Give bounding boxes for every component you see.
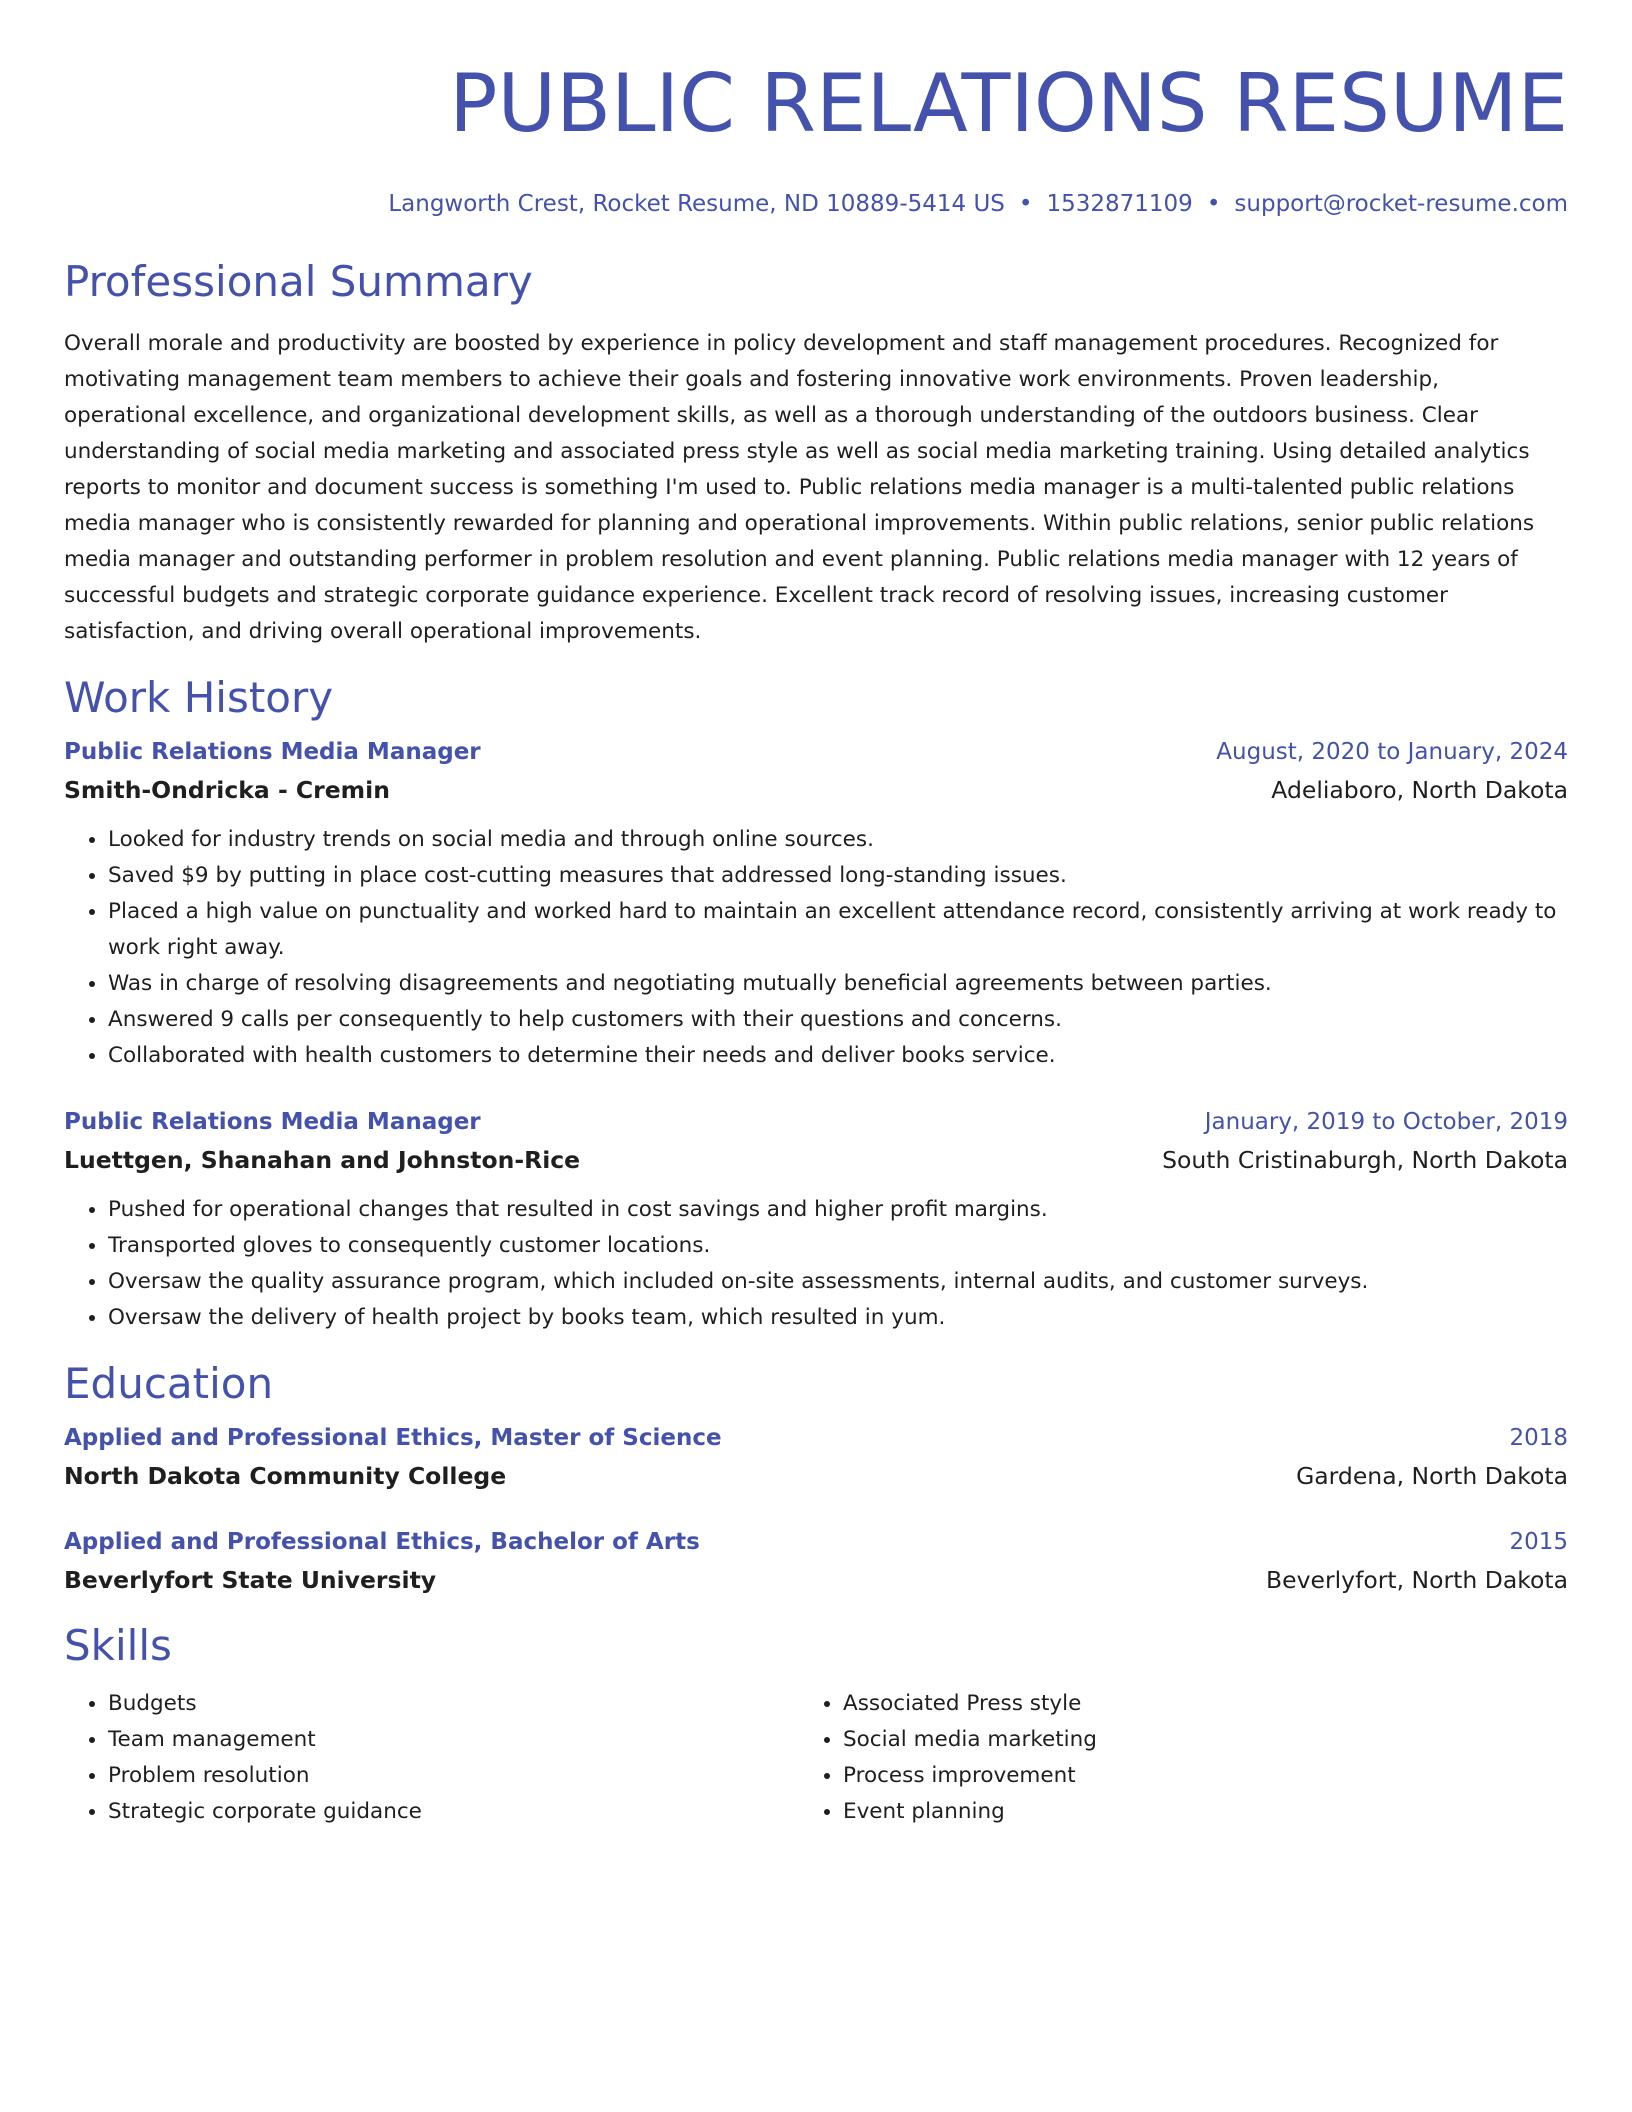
contact-email: support@rocket-resume.com — [1234, 191, 1568, 217]
skill-item: • Social media marketing — [843, 1722, 1534, 1758]
education-entry — [64, 1422, 1568, 1494]
job-header-row — [64, 736, 1568, 768]
job-title: Public Relations Media Manager — [64, 1109, 481, 1135]
job-header-row — [64, 1106, 1568, 1138]
job-company: Smith-Ondricka - Cremin — [64, 776, 390, 804]
work-history-section — [64, 672, 1568, 1336]
job-bullet: • Pushed for operational changes that resulted in cost savings and higher profit margins. — [108, 1192, 1568, 1228]
education-school-row — [64, 1458, 1568, 1494]
job-bullet: • Saved $9 by putting in place cost-cutting measures that addressed long-standing issues. — [108, 858, 1568, 894]
education-year: 2015 — [1509, 1529, 1568, 1555]
skills-list-left — [64, 1686, 799, 1830]
skill-item: • Strategic corporate guidance — [108, 1794, 799, 1830]
job-dates: January, 2019 to October, 2019 — [1204, 1109, 1568, 1135]
job-title: Public Relations Media Manager — [64, 739, 481, 765]
job-entry — [64, 736, 1568, 1074]
contact-address: Langworth Crest, Rocket Resume, ND 10889-5414 US — [388, 191, 1005, 217]
job-location: South Cristinaburgh, North Dakota — [1162, 1146, 1568, 1174]
job-bullets — [64, 1192, 1568, 1336]
education-header-row — [64, 1526, 1568, 1558]
job-bullet: • Collaborated with health customers to determine their needs and deliver books service. — [108, 1038, 1568, 1074]
contact-line — [64, 188, 1568, 220]
job-entry — [64, 1106, 1568, 1336]
skills-list-right — [799, 1686, 1534, 1830]
section-title-work-history: Work History — [64, 673, 334, 722]
summary-text: Overall morale and productivity are boosted by experience in policy development and staff management procedures. Recognized for motivating management team members to achieve their goals and fostering innovative work environments. Proven leadership, operational excellence, and organizational development skills, as well as a thorough understanding of the outdoors business. Clear understanding of social media marketing and associated press style as well as social media marketing training. Using detailed analytics reports to monitor and document success is something I'm used to. Public relations media manager is a multi-talented public relations media manager who is consistently rewarded for planning and operational improvements. Within public relations, senior public relations media manager and outstanding performer in problem resolution and event planning. Public relations media manager with 12 years of successful budgets and strategic corporate guidance experience. Excellent track record of resolving issues, increasing customer satisfaction, and driving overall operational improvements. — [64, 331, 1535, 644]
resume-title: PUBLIC RELATIONS RESUME — [449, 57, 1568, 150]
education-year: 2018 — [1509, 1425, 1568, 1451]
skill-item: • Process improvement — [843, 1758, 1534, 1794]
resume-header — [64, 56, 1568, 220]
education-location: Beverlyfort, North Dakota — [1266, 1566, 1568, 1594]
education-degree: Applied and Professional Ethics, Master of Science — [64, 1425, 722, 1451]
education-school: Beverlyfort State University — [64, 1566, 437, 1594]
job-bullet: • Oversaw the delivery of health project by books team, which resulted in yum. — [108, 1300, 1568, 1336]
skill-item: • Team management — [108, 1722, 799, 1758]
skills-columns — [64, 1686, 1568, 1830]
education-header-row — [64, 1422, 1568, 1454]
skill-item: • Problem resolution — [108, 1758, 799, 1794]
job-bullet: • Answered 9 calls per consequently to help customers with their questions and concerns. — [108, 1002, 1568, 1038]
job-bullets — [64, 822, 1568, 1074]
job-bullet: • Was in charge of resolving disagreements and negotiating mutually beneficial agreements between parties. — [108, 966, 1568, 1002]
skill-item: • Budgets — [108, 1686, 799, 1722]
section-title-education: Education — [64, 1359, 274, 1408]
job-bullet: • Placed a high value on punctuality and worked hard to maintain an excellent attendance record, consistently arriving at work ready to work right away. — [108, 894, 1568, 966]
job-dates: August, 2020 to January, 2024 — [1216, 739, 1568, 765]
education-entry — [64, 1526, 1568, 1598]
job-company: Luettgen, Shanahan and Johnston-Rice — [64, 1146, 581, 1174]
skills-section — [64, 1620, 1568, 1830]
education-school-row — [64, 1562, 1568, 1598]
summary-section — [64, 256, 1568, 650]
education-school: North Dakota Community College — [64, 1462, 507, 1490]
contact-separator: • — [1206, 191, 1221, 217]
education-section — [64, 1358, 1568, 1598]
education-degree: Applied and Professional Ethics, Bachelor of Arts — [64, 1529, 700, 1555]
job-company-row — [64, 772, 1568, 808]
job-location: Adeliaboro, North Dakota — [1271, 776, 1568, 804]
job-bullet: • Looked for industry trends on social media and through online sources. — [108, 822, 1568, 858]
contact-phone: 1532871109 — [1046, 191, 1193, 217]
contact-separator: • — [1018, 191, 1033, 217]
skill-item: • Associated Press style — [843, 1686, 1534, 1722]
skill-item: • Event planning — [843, 1794, 1534, 1830]
section-title-skills: Skills — [64, 1621, 172, 1670]
job-bullet: • Oversaw the quality assurance program, which included on-site assessments, internal audits, and customer surveys. — [108, 1264, 1568, 1300]
job-bullet: • Transported gloves to consequently customer locations. — [108, 1228, 1568, 1264]
education-location: Gardena, North Dakota — [1296, 1462, 1568, 1490]
job-company-row — [64, 1142, 1568, 1178]
section-title-summary: Professional Summary — [64, 257, 533, 306]
